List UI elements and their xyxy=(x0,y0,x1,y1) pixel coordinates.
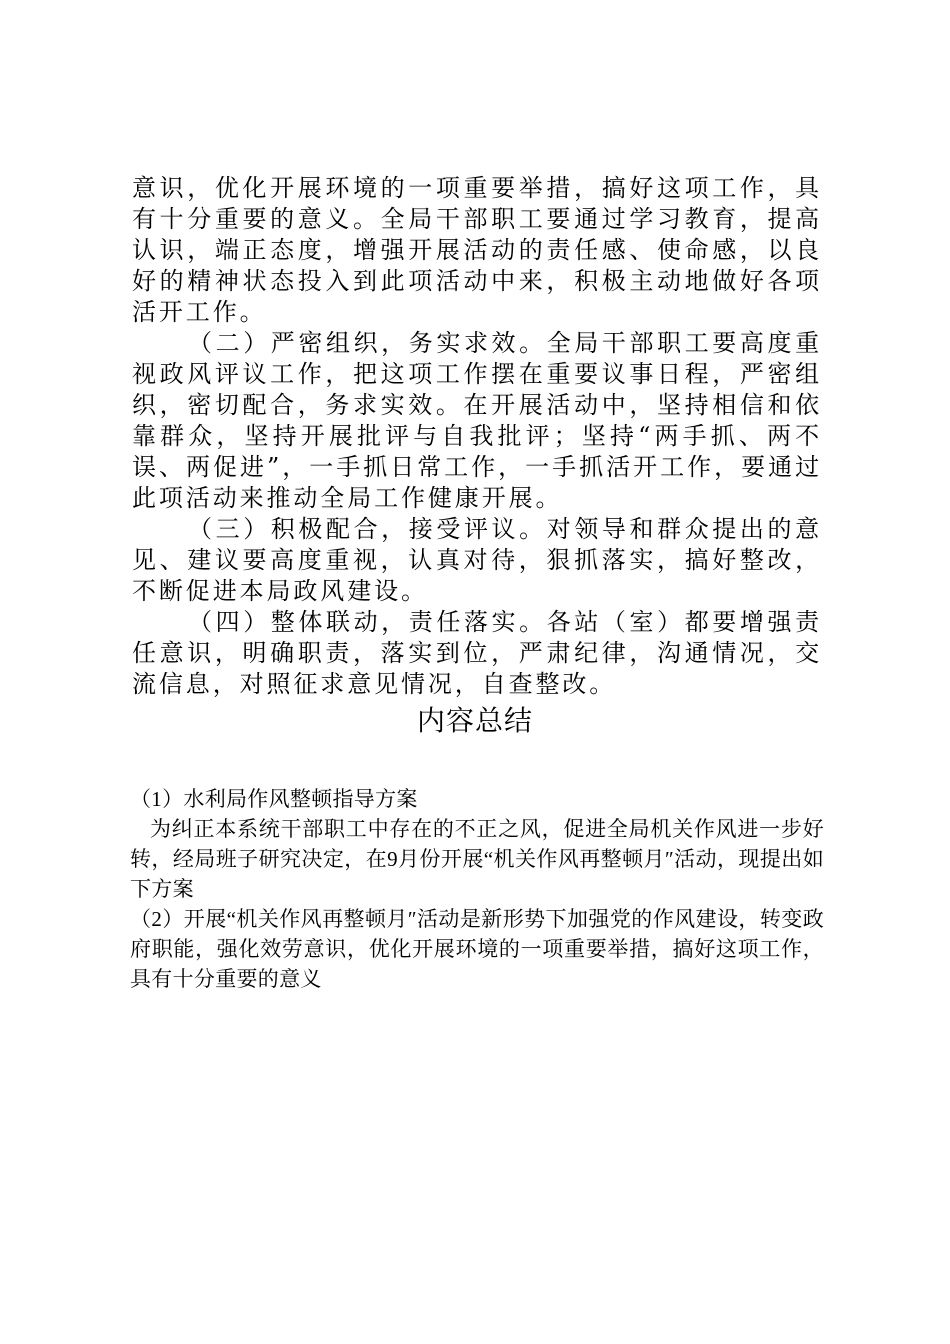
paragraph-intro: 意识，优化开展环境的一项重要举措，搞好这项工作，具有十分重要的意义。全局干部职工要通过学习教育，提高认识，端正态度，增强开展活动的责任感、使命感，以良好的精神状态投入到此项活动中来，积极主动地做好各项活开工作。 xyxy=(132,174,822,326)
summary-section xyxy=(130,784,824,994)
document-body xyxy=(132,173,822,700)
summary-item-2: （2）开展“机关作风再整顿月″活动是新形势下加强党的作风建设，转变政府职能，强化效劳意识，优化开展环境的一项重要举措，搞好这项工作，具有十分重要的意义 xyxy=(130,907,824,991)
summary-item-1-body: 为纠正本系统干部职工中存在的不正之风，促进全局机关作风进一步好转，经局班子研究决定，在9月份开展“机关作风再整顿月″活动，现提出如下方案 xyxy=(130,817,824,901)
paragraph-section-4: （四）整体联动，责任落实。各站（室）都要增强责任意识，明确职责，落实到位，严肃纪律，沟通情况，交流信息，对照征求意见情况，自查整改。 xyxy=(132,608,822,698)
summary-item-1-title: （1）水利局作风整顿指导方案 xyxy=(130,787,418,811)
paragraph-section-3: （三）积极配合，接受评议。对领导和群众提出的意见、建议要高度重视，认真对待，狠抓落实，搞好整改，不断促进本局政风建设。 xyxy=(132,515,822,605)
paragraph-section-2: （二）严密组织，务实求效。全局干部职工要高度重视政风评议工作，把这项工作摆在重要议事日程，严密组织，密切配合，务求实效。在开展活动中，坚持相信和依靠群众，坚持开展批评与自我批评；坚持“两手抓、两不误、两促进”，一手抓日常工作，一手抓活开工作，要通过此项活动来推动全局工作健康开展。 xyxy=(132,329,822,512)
summary-heading: 内容总结 xyxy=(416,704,533,737)
